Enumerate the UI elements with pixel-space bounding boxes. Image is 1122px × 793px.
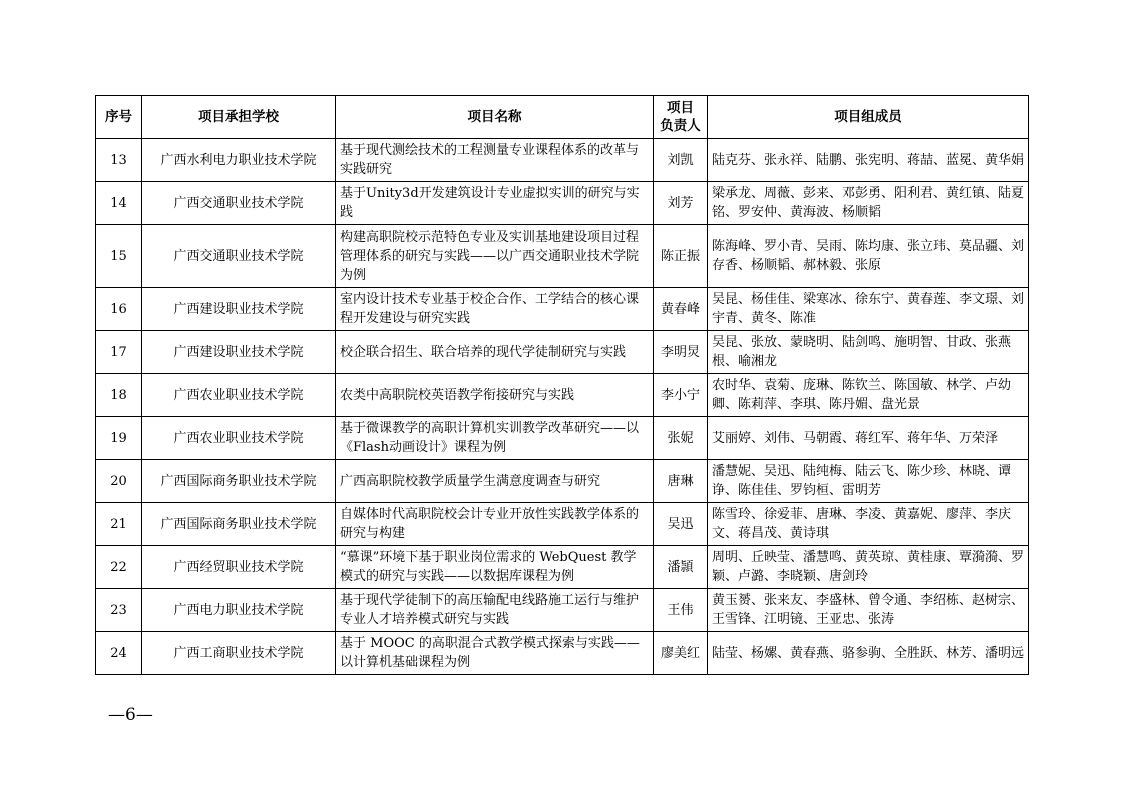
row-members: 陆克芬、张永祥、陆鹏、张宪明、蒋喆、蓝冕、黄华娟: [708, 139, 1029, 182]
table-header-row: [96, 96, 1029, 139]
row-project-name: 构建高职院校示范特色专业及实训基地建设项目过程管理体系的研究与实践——以广西交通职业技术学院为例: [336, 225, 654, 288]
row-members: 陆莹、杨嫘、黄春燕、骆参驹、全胜跃、林芳、潘明远: [708, 632, 1029, 675]
row-lead: 唐琳: [654, 460, 708, 503]
header-lead: [654, 96, 708, 139]
row-school: 广西国际商务职业技术学院: [142, 460, 336, 503]
row-lead: 陈正振: [654, 225, 708, 288]
row-school: 广西国际商务职业技术学院: [142, 503, 336, 546]
table-row: [96, 374, 1029, 417]
header-no: 序号: [96, 96, 142, 139]
row-project-name: 基于现代测绘技术的工程测量专业课程体系的改革与实践研究: [336, 139, 654, 182]
header-lead-line2: 负责人: [660, 118, 701, 134]
table-row: [96, 225, 1029, 288]
row-members: 吴昆、张放、蒙晓明、陆剑鸣、施明智、甘政、张燕根、喻湘龙: [708, 331, 1029, 374]
row-project-name: 基于 MOOC 的高职混合式教学模式探索与实践——以计算机基础课程为例: [336, 632, 654, 675]
row-number: 13: [96, 139, 142, 182]
row-project-name: 基于Unity3d开发建筑设计专业虚拟实训的研究与实践: [336, 182, 654, 225]
row-school: 广西电力职业技术学院: [142, 589, 336, 632]
row-lead: 王伟: [654, 589, 708, 632]
row-number: 15: [96, 225, 142, 288]
table-row: [96, 589, 1029, 632]
row-members: 农时华、袁菊、庞琳、陈钦兰、陈国敏、林学、卢幼卿、陈莉萍、李琪、陈丹媚、盘光景: [708, 374, 1029, 417]
row-school: 广西建设职业技术学院: [142, 288, 336, 331]
row-number: 19: [96, 417, 142, 460]
header-project-name: 项目名称: [336, 96, 654, 139]
row-members: 梁承龙、周薇、彭来、邓彭勇、阳利君、黄红镇、陆夏铭、罗安仲、黄海波、杨顺韬: [708, 182, 1029, 225]
page-number: —6—: [108, 705, 153, 725]
row-school: 广西交通职业技术学院: [142, 182, 336, 225]
row-members: 周明、丘映莹、潘慧鸣、黄英琼、黄桂康、覃漪漪、罗颖、卢潞、李晓颖、唐剑玲: [708, 546, 1029, 589]
table-body: [96, 139, 1029, 675]
row-project-name: 基于微课教学的高职计算机实训教学改革研究——以《Flash动画设计》课程为例: [336, 417, 654, 460]
row-school: 广西农业职业技术学院: [142, 417, 336, 460]
row-school: 广西经贸职业技术学院: [142, 546, 336, 589]
project-table: [95, 95, 1029, 675]
row-project-name: 基于现代学徒制下的高压输配电线路施工运行与维护专业人才培养模式研究与实践: [336, 589, 654, 632]
row-members: 陈海峰、罗小青、吴雨、陈均康、张立玮、莫品疆、刘存香、杨顺韬、郝林毅、张原: [708, 225, 1029, 288]
row-number: 24: [96, 632, 142, 675]
row-lead: 潘頴: [654, 546, 708, 589]
row-members: 艾丽婷、刘伟、马朝霞、蒋红军、蒋年华、万荣泽: [708, 417, 1029, 460]
row-project-name: 自媒体时代高职院校会计专业开放性实践教学体系的研究与构建: [336, 503, 654, 546]
row-lead: 廖美红: [654, 632, 708, 675]
row-number: 16: [96, 288, 142, 331]
table-row: [96, 288, 1029, 331]
row-lead: 李明炅: [654, 331, 708, 374]
row-school: 广西农业职业技术学院: [142, 374, 336, 417]
row-members: 黄玉赟、张来友、李盛林、曾令通、李绍栋、赵树宗、王雪锋、江明镜、王亚忠、张涛: [708, 589, 1029, 632]
table-row: [96, 417, 1029, 460]
header-school: 项目承担学校: [142, 96, 336, 139]
table-row: [96, 546, 1029, 589]
row-project-name: 农类中高职院校英语教学衔接研究与实践: [336, 374, 654, 417]
row-members: 潘慧妮、吴迅、陆纯梅、陆云飞、陈少珍、林晓、谭诤、陈佳佳、罗钧桓、雷明芳: [708, 460, 1029, 503]
table-row: [96, 632, 1029, 675]
row-number: 17: [96, 331, 142, 374]
row-lead: 李小宁: [654, 374, 708, 417]
row-school: 广西交通职业技术学院: [142, 225, 336, 288]
table-row: [96, 331, 1029, 374]
row-school: 广西建设职业技术学院: [142, 331, 336, 374]
row-lead: 张妮: [654, 417, 708, 460]
row-number: 18: [96, 374, 142, 417]
row-school: 广西工商职业技术学院: [142, 632, 336, 675]
row-school: 广西水利电力职业技术学院: [142, 139, 336, 182]
row-project-name: 室内设计技术专业基于校企合作、工学结合的核心课程开发建设与研究实践: [336, 288, 654, 331]
row-project-name: “慕课”环境下基于职业岗位需求的 WebQuest 教学模式的研究与实践——以数据库课程为例: [336, 546, 654, 589]
header-members: 项目组成员: [708, 96, 1029, 139]
row-number: 23: [96, 589, 142, 632]
table-row: [96, 139, 1029, 182]
table-row: [96, 503, 1029, 546]
row-number: 20: [96, 460, 142, 503]
row-project-name: 校企联合招生、联合培养的现代学徒制研究与实践: [336, 331, 654, 374]
row-members: 陈雪玲、徐爱菲、唐琳、李凌、黄嘉妮、廖萍、李庆文、蒋昌茂、黄诗琪: [708, 503, 1029, 546]
row-lead: 刘凯: [654, 139, 708, 182]
row-number: 22: [96, 546, 142, 589]
row-project-name: 广西高职院校教学质量学生满意度调查与研究: [336, 460, 654, 503]
table-row: [96, 182, 1029, 225]
row-lead: 刘芳: [654, 182, 708, 225]
header-lead-line1: 项目: [667, 100, 694, 116]
table-row: [96, 460, 1029, 503]
row-number: 21: [96, 503, 142, 546]
row-lead: 吴迅: [654, 503, 708, 546]
row-lead: 黄春峰: [654, 288, 708, 331]
row-members: 吴昆、杨佳佳、梁寒冰、徐东宁、黄春莲、李文璟、刘宇青、黄冬、陈准: [708, 288, 1029, 331]
row-number: 14: [96, 182, 142, 225]
